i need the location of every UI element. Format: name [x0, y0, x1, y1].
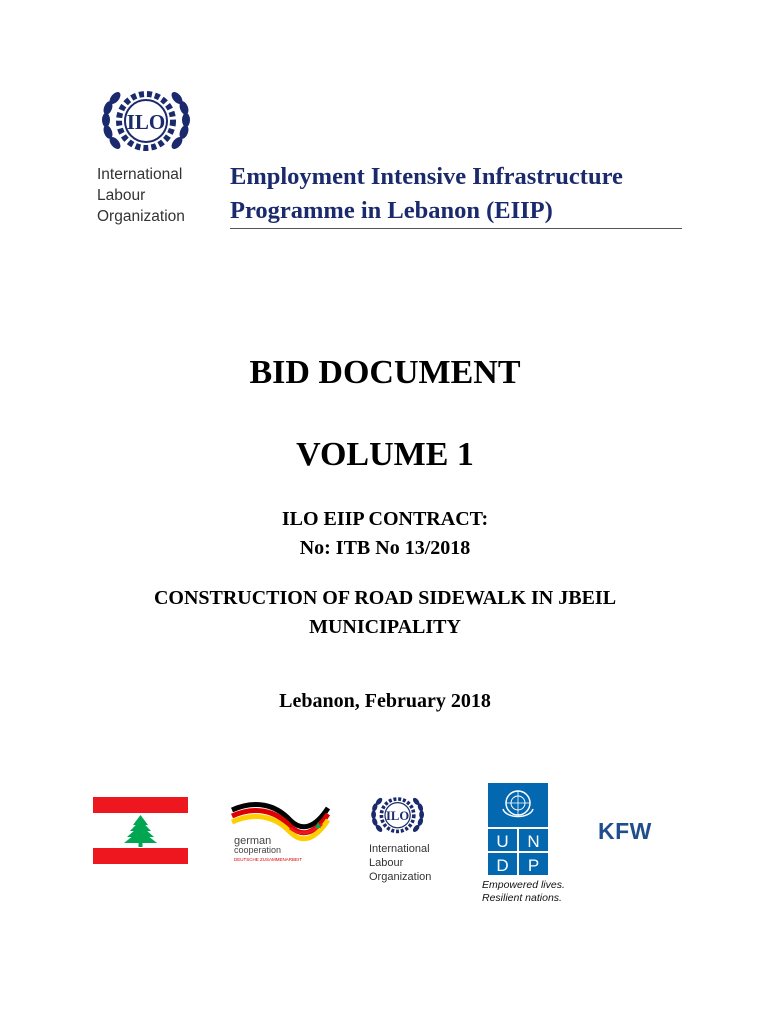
svg-text:P: P	[527, 856, 540, 875]
kfw-logo: KFW	[598, 818, 652, 844]
document-title: BID DOCUMENT	[249, 354, 521, 391]
program-title: Employment Intensive Infrastructure Programme in Lebanon (EIIP)	[230, 160, 682, 229]
svg-text:U: U	[496, 832, 509, 851]
project-title: CONSTRUCTION OF ROAD SIDEWALK IN JBEIL MUNICIPALITY	[153, 587, 617, 638]
svg-text:ILO: ILO	[126, 110, 166, 134]
svg-text:ILO: ILO	[386, 809, 410, 823]
german-cooperation-logo	[230, 798, 332, 864]
volume-label: VOLUME 1	[296, 436, 474, 473]
ilo-emblem-icon	[95, 85, 205, 163]
svg-text:german: german	[234, 835, 272, 847]
ilo-name: International Labour Organization	[97, 166, 185, 225]
undp-logo	[482, 783, 578, 908]
ilo-logo-small	[367, 792, 442, 892]
svg-text:D: D	[496, 856, 509, 875]
place-date: Lebanon, February 2018	[279, 690, 491, 712]
contract-info: ILO EIIP CONTRACT: No: ITB No 13/2018	[281, 508, 489, 559]
ilo-logo	[95, 85, 225, 225]
svg-text:N: N	[527, 832, 540, 851]
svg-text:cooperation: cooperation	[234, 845, 282, 855]
ilo-name-small: International Labour Organization	[369, 843, 432, 883]
lebanon-flag-icon	[93, 797, 188, 864]
undp-tagline: Empowered lives. Resilient nations.	[482, 879, 565, 904]
ilo-emblem-icon	[367, 792, 433, 842]
svg-text:DEUTSCHE ZUSAMMENARBEIT: DEUTSCHE ZUSAMMENARBEIT	[234, 857, 303, 862]
